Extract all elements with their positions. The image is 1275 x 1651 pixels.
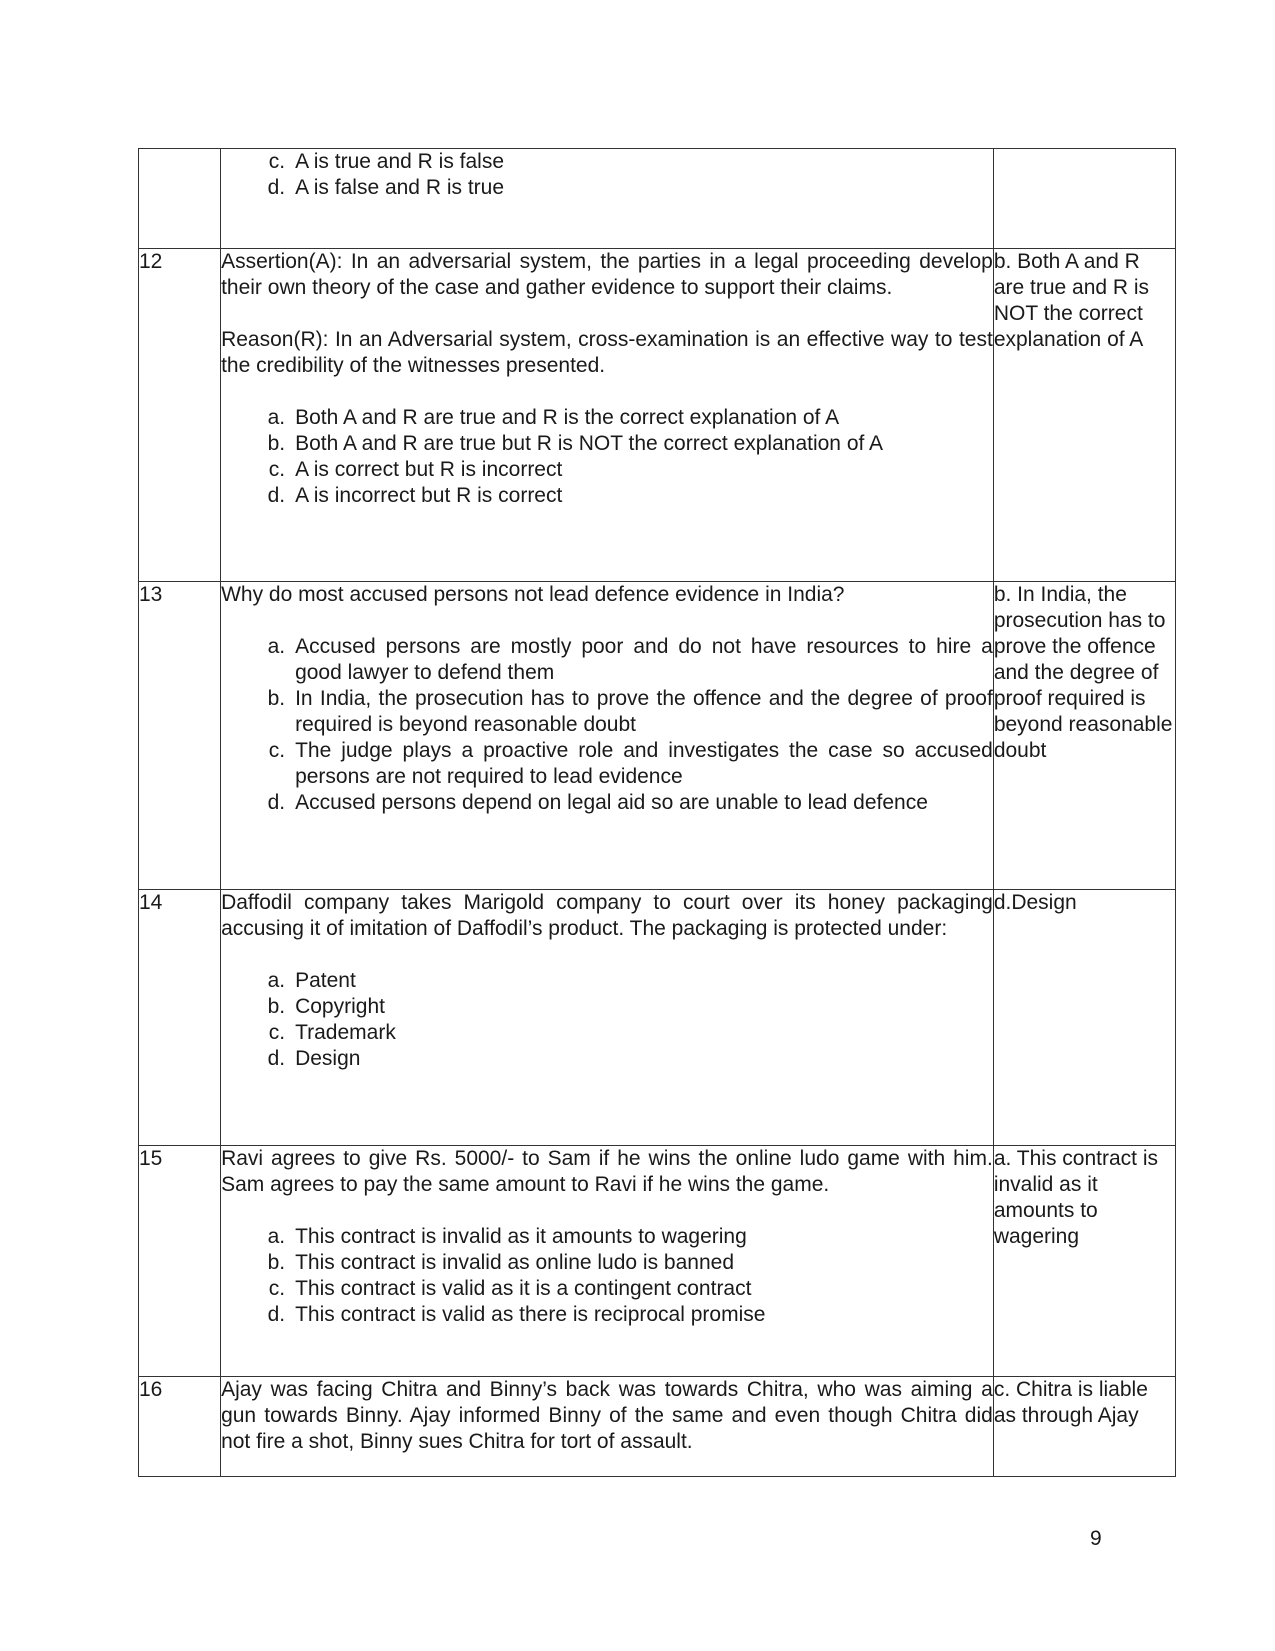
answer-cell: d.Design [993,890,1175,1146]
question-text: Reason(R): In an Adversarial system, cross-examination is an effective way to test the credibility of the witnesses presented. [221,328,993,377]
option-text: This contract is valid as it is a contingent contract [295,1277,752,1300]
option-item [221,431,993,457]
question-cell [221,582,994,890]
option-label: d. [267,1047,286,1070]
question-cell [221,890,994,1146]
option-item [221,686,993,738]
option-item [221,1302,993,1328]
options-list [221,405,993,509]
option-item [221,1020,993,1046]
answer-cell: c. Chitra is liable as through Ajay [993,1377,1175,1477]
answer-cell: b. Both A and R are true and R is NOT the correct explanation of A [993,249,1175,582]
option-text: Accused persons are mostly poor and do not have resources to hire a good lawyer to defend them [295,635,993,684]
option-item [221,149,993,175]
option-item [221,1046,993,1072]
options-list [221,149,993,201]
option-label: b. [267,432,286,455]
option-text: Both A and R are true and R is the correct explanation of A [295,406,840,429]
table-row [139,149,1176,249]
options-list [221,968,993,1072]
table-row [139,1146,1176,1377]
table-row [139,890,1176,1146]
option-label: a. [267,969,286,992]
option-text: The judge plays a proactive role and investigates the case so accused persons are not required to lead evidence [295,739,993,788]
question-number: 14 [139,890,221,1146]
answer-cell [993,149,1175,249]
option-text: This contract is invalid as it amounts to wagering [295,1225,747,1248]
option-item [221,968,993,994]
option-label: b. [267,687,286,710]
option-text: Both A and R are true but R is NOT the correct explanation of A [295,432,884,455]
options-list [221,1224,993,1328]
option-label: a. [267,1225,286,1248]
option-item [221,1250,993,1276]
question-cell [221,1146,994,1377]
option-text: Accused persons depend on legal aid so are unable to lead defence [295,791,928,814]
table-row [139,582,1176,890]
question-number: 16 [139,1377,221,1477]
option-label: c. [268,458,286,481]
option-text: Copyright [295,995,385,1018]
option-item [221,483,993,509]
answer-cell: b. In India, the prosecution has to prove the offence and the degree of proof required is beyond reasonable doubt [993,582,1175,890]
option-item [221,1276,993,1302]
table-row [139,249,1176,582]
option-item [221,457,993,483]
answer-cell: a. This contract is invalid as it amounts to wagering [993,1146,1175,1377]
option-text: A is false and R is true [295,176,505,199]
option-label: b. [267,995,286,1018]
option-label: d. [267,791,286,814]
option-label: c. [268,739,286,762]
question-number [139,149,221,249]
option-label: d. [267,176,286,199]
question-text: Ravi agrees to give Rs. 5000/- to Sam if he wins the online ludo game with him. Sam agrees to pay the same amount to Ravi if he wins the game. [221,1147,993,1196]
option-item [221,175,993,201]
question-cell [221,149,994,249]
option-item [221,994,993,1020]
question-text: Ajay was facing Chitra and Binny’s back was towards Chitra, who was aiming a gun towards Binny. Ajay informed Binny of the same and even though Chitra did not fire a shot, Binny sues Chitra for tort of assault. [221,1378,993,1453]
page-number: 9 [1090,1527,1102,1550]
question-text: Assertion(A): In an adversarial system, the parties in a legal proceeding develop their own theory of the case and gather evidence to support their claims. [221,250,993,299]
option-item [221,738,993,790]
option-label: c. [268,1021,286,1044]
question-number: 15 [139,1146,221,1377]
option-text: A is true and R is false [295,150,505,173]
option-text: A is correct but R is incorrect [295,458,563,481]
option-label: c. [268,150,286,173]
option-text: This contract is invalid as online ludo is banned [295,1251,734,1274]
option-label: d. [267,1303,286,1326]
question-text: Daffodil company takes Marigold company to court over its honey packaging accusing it of imitation of Daffodil’s product. The packaging is protected under: [221,891,993,940]
option-label: c. [268,1277,286,1300]
option-item [221,634,993,686]
question-table [138,148,1176,1477]
question-number: 13 [139,582,221,890]
option-text: This contract is valid as there is reciprocal promise [295,1303,766,1326]
option-text: A is incorrect but R is correct [295,484,563,507]
option-item [221,1224,993,1250]
question-text: Why do most accused persons not lead defence evidence in India? [221,583,845,606]
option-label: d. [267,484,286,507]
option-item [221,405,993,431]
option-label: a. [267,406,286,429]
option-text: In India, the prosecution has to prove the offence and the degree of proof required is beyond reasonable doubt [295,687,993,736]
option-label: a. [267,635,286,658]
question-number: 12 [139,249,221,582]
options-list [221,634,993,816]
option-item [221,790,993,816]
question-cell [221,1377,994,1477]
table-row [139,1377,1176,1477]
option-label: b. [267,1251,286,1274]
option-text: Design [295,1047,361,1070]
question-cell [221,249,994,582]
option-text: Patent [295,969,356,992]
question-table-body [139,149,1176,1477]
option-text: Trademark [295,1021,396,1044]
